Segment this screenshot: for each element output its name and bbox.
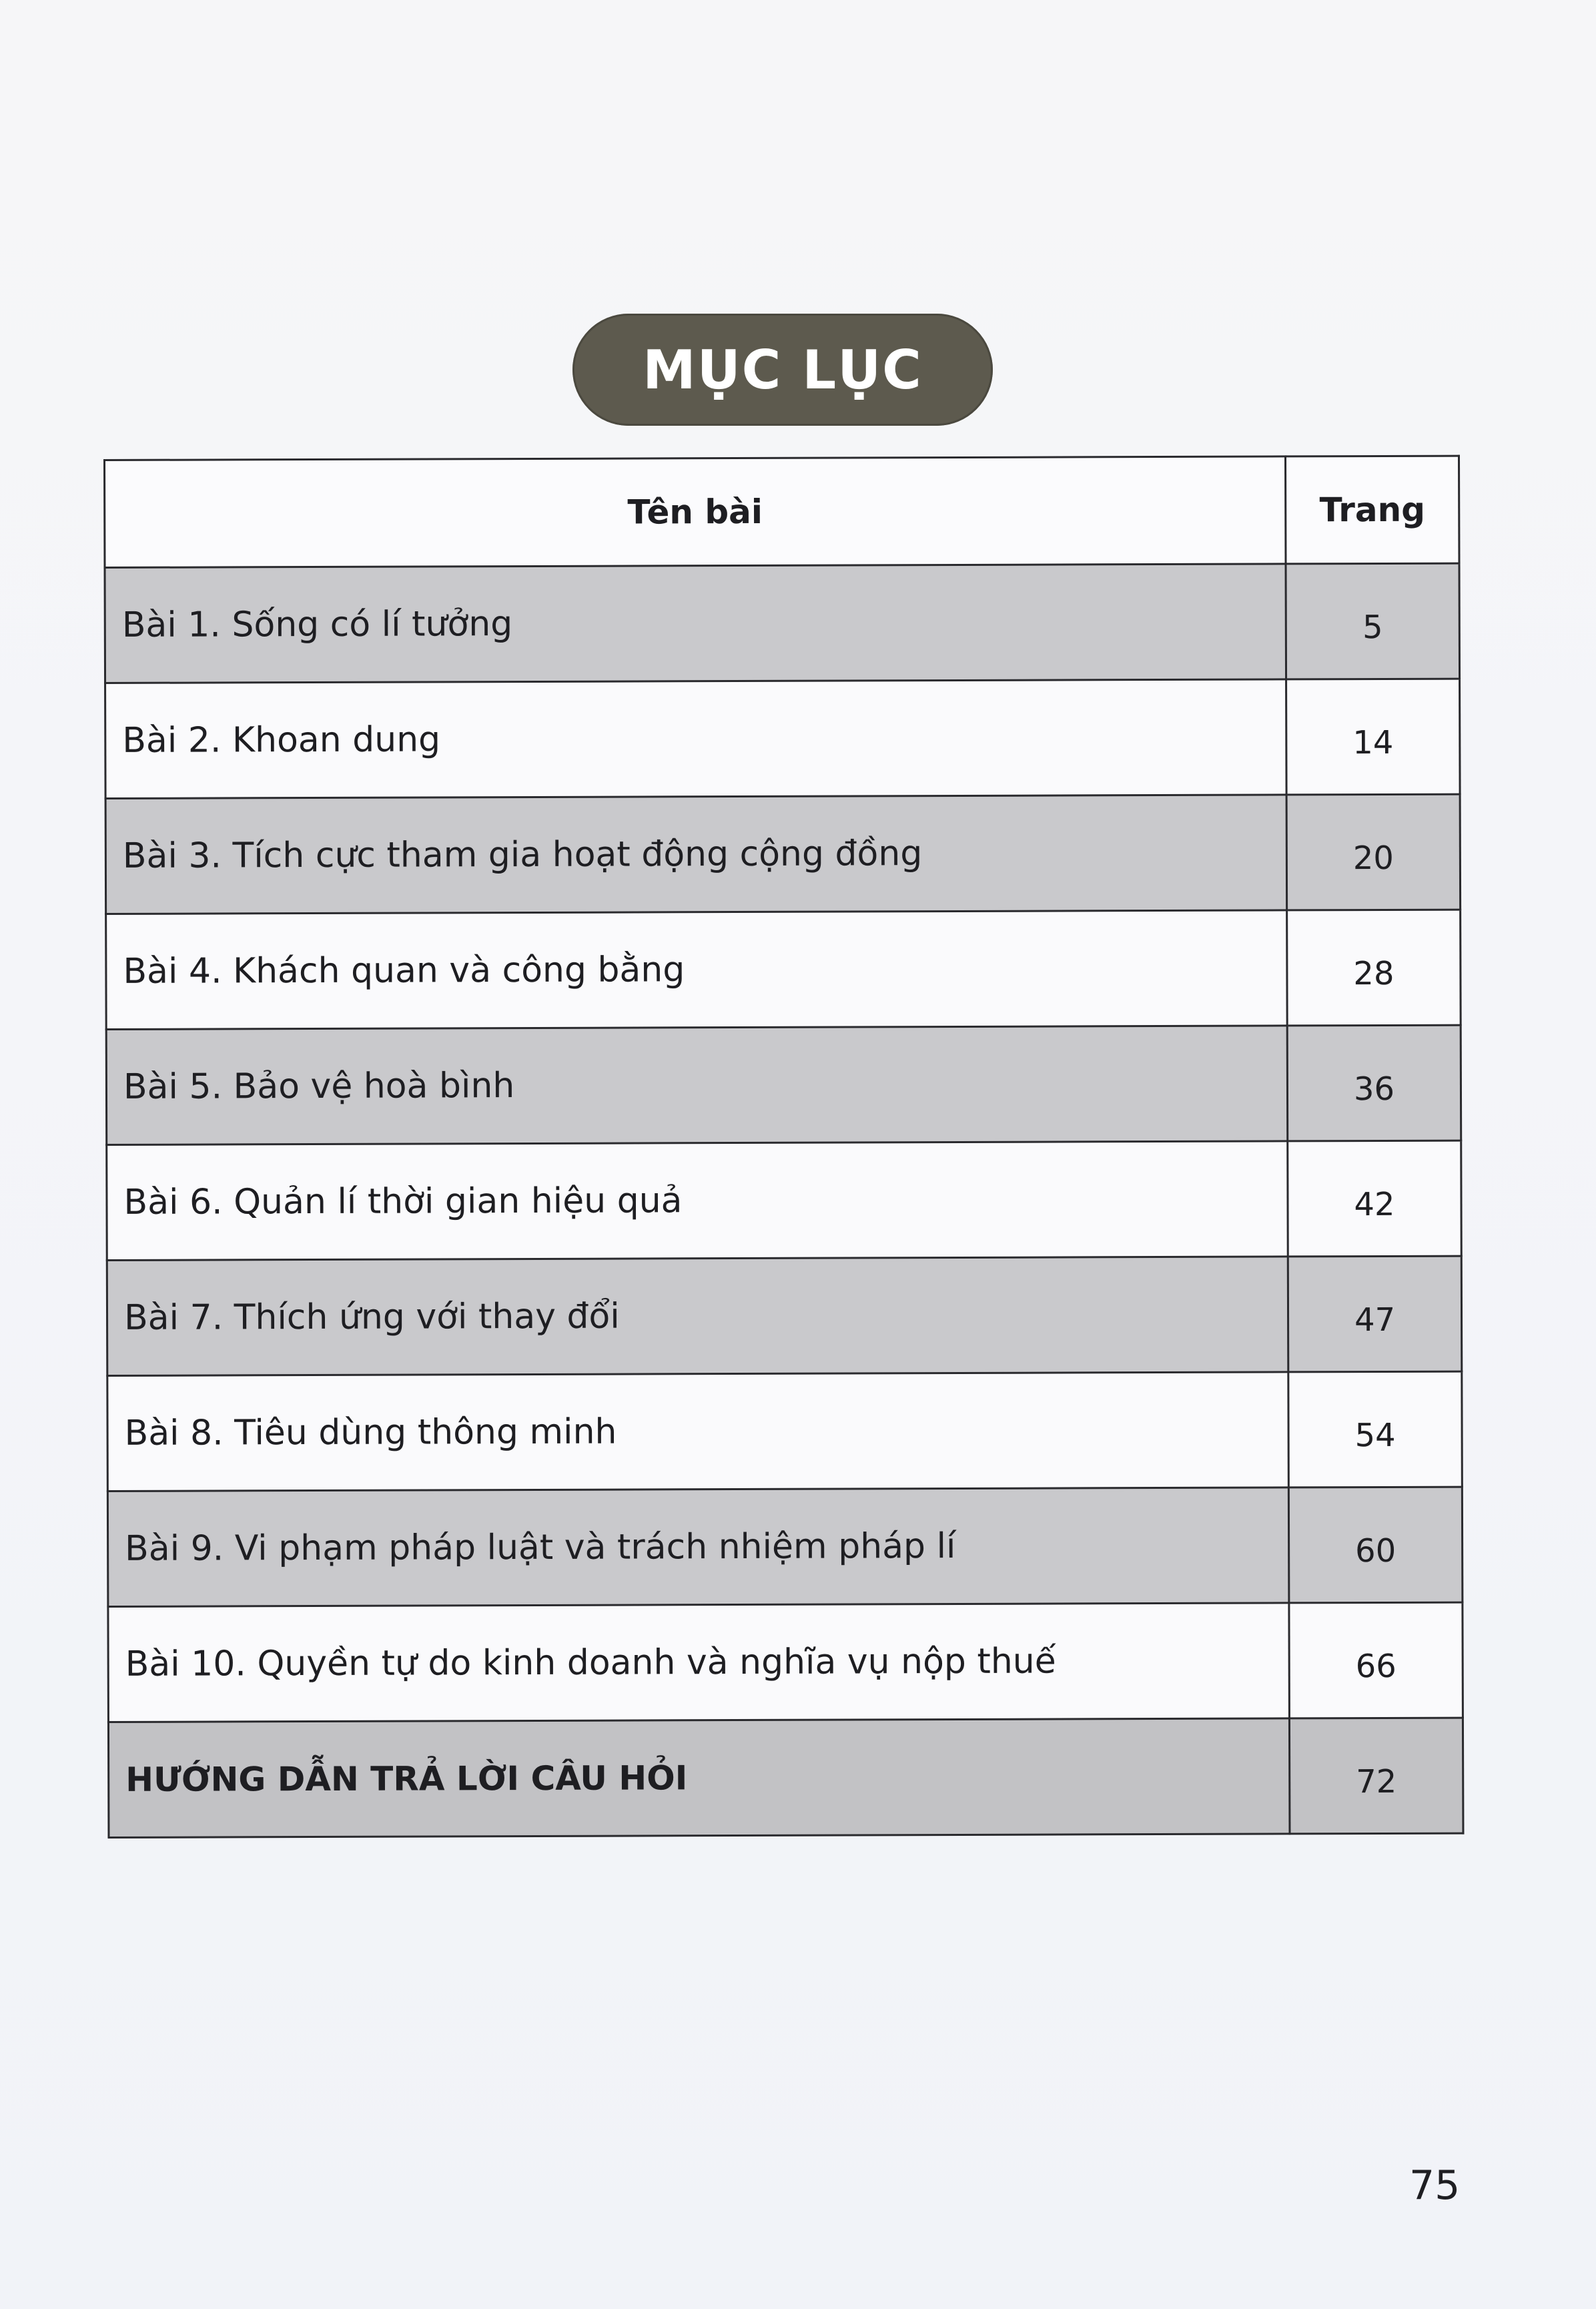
- answer-guide-page: 72: [1289, 1718, 1463, 1834]
- table-row: [107, 1487, 1463, 1606]
- table-row: [105, 794, 1461, 914]
- table-row: [106, 910, 1461, 1029]
- lesson-title: Bài 7. Thích ứng với thay đổi: [107, 1257, 1288, 1376]
- table-row: [105, 679, 1461, 798]
- table-row: [107, 1371, 1463, 1491]
- lesson-page: 47: [1288, 1256, 1462, 1372]
- table-row: [105, 563, 1460, 683]
- lesson-page: 36: [1287, 1025, 1461, 1141]
- table-row: [107, 1140, 1462, 1260]
- column-header-name: Tên bài: [105, 456, 1286, 568]
- lesson-title: Bài 4. Khách quan và công bằng: [106, 910, 1288, 1030]
- lesson-title: Bài 10. Quyền tự do kinh doanh và nghĩa vụ nộp thuế: [108, 1603, 1290, 1722]
- lesson-page: 60: [1288, 1487, 1463, 1603]
- title-banner: [572, 314, 993, 426]
- page-title: MỤC LỤC: [643, 338, 923, 401]
- lesson-title: Bài 9. Vi phạm pháp luật và trách nhiệm pháp lí: [107, 1488, 1289, 1607]
- lesson-page: 20: [1286, 794, 1461, 910]
- lesson-page: 14: [1286, 679, 1461, 795]
- table-of-contents: [103, 455, 1464, 1839]
- lesson-title: Bài 5. Bảo vệ hoà bình: [106, 1026, 1288, 1145]
- lesson-title: Bài 6. Quản lí thời gian hiệu quả: [107, 1141, 1288, 1261]
- lesson-title: Bài 8. Tiêu dùng thông minh: [107, 1372, 1289, 1492]
- lesson-page: 54: [1288, 1371, 1463, 1488]
- lesson-title: Bài 3. Tích cực tham gia hoạt động cộng đồng: [105, 795, 1287, 914]
- lesson-page: 66: [1289, 1602, 1463, 1718]
- table-row: [107, 1256, 1462, 1375]
- table-row: [108, 1718, 1463, 1837]
- table-row: [108, 1602, 1463, 1722]
- lesson-title: Bài 2. Khoan dung: [105, 679, 1287, 799]
- lesson-page: 28: [1287, 910, 1461, 1026]
- column-header-page: Trang: [1285, 456, 1459, 564]
- page-number: 75: [1409, 2162, 1461, 2209]
- table-row: [106, 1025, 1461, 1144]
- table-header-row: [105, 456, 1459, 567]
- lesson-page: 5: [1286, 563, 1460, 679]
- answer-guide-title: HƯỚNG DẪN TRẢ LỜI CÂU HỎI: [108, 1718, 1290, 1838]
- lesson-title: Bài 1. Sống có lí tưởng: [105, 564, 1286, 683]
- lesson-page: 42: [1288, 1140, 1462, 1257]
